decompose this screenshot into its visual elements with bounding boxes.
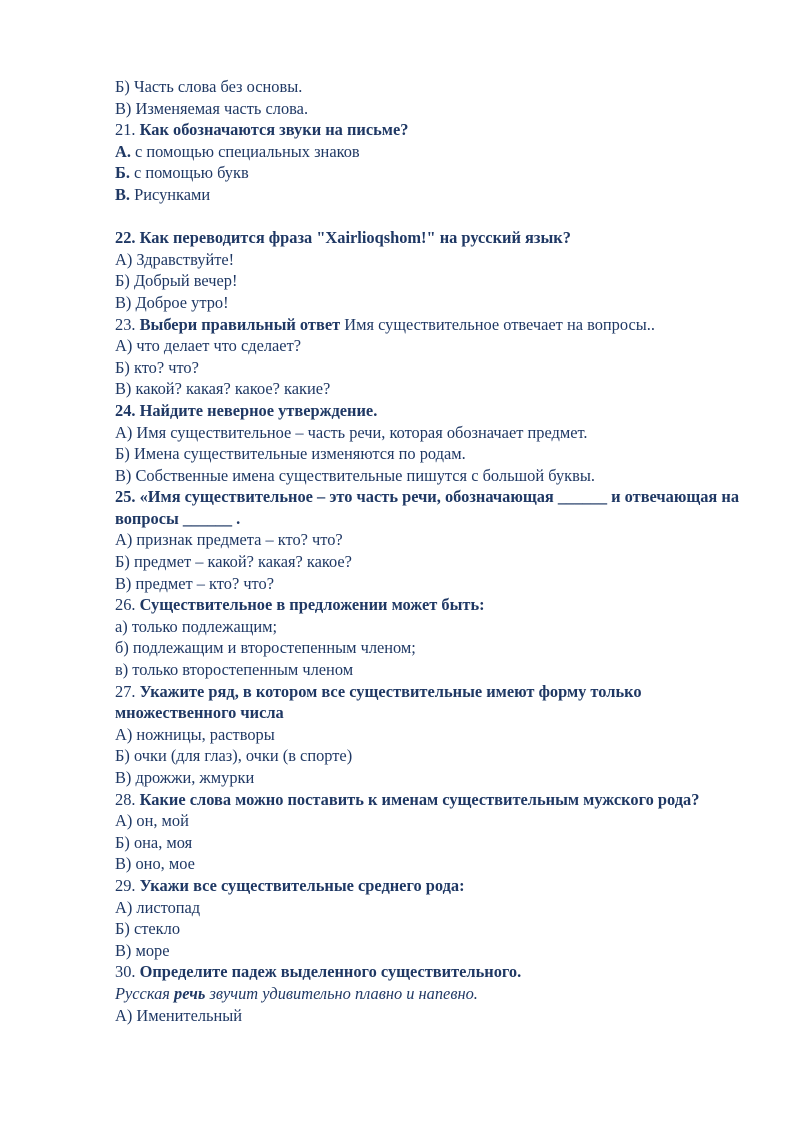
- text-run: В) Собственные имена существительные пишутся с большой буквы.: [115, 465, 595, 485]
- text-line: [115, 875, 755, 897]
- text-line: [115, 724, 755, 746]
- text-run: Б) предмет – какой? какая? какое?: [115, 552, 352, 572]
- text-run: Б) Часть слова без основы.: [115, 77, 303, 96]
- text-run: Б) кто? что?: [115, 357, 199, 377]
- text-run: Какие слова можно поставить к именам существительным мужского рода?: [135, 789, 700, 809]
- text-line: [115, 616, 755, 638]
- text-line: [115, 76, 755, 98]
- text-line: [115, 551, 755, 573]
- text-line: [115, 119, 755, 141]
- text-run: Б) Добрый вечер!: [115, 271, 238, 291]
- text-run: 26.: [115, 595, 136, 615]
- text-run: А) ножницы, растворы: [115, 724, 275, 744]
- text-run: с помощью специальных знаков: [130, 141, 360, 161]
- text-line: [115, 465, 755, 487]
- text-run: 29.: [115, 875, 136, 895]
- text-line: [115, 1005, 755, 1027]
- text-run: 22. Как переводится фраза "Xairlioqshom!" на русский язык?: [115, 228, 571, 248]
- text-run: речь: [174, 983, 206, 1003]
- text-run: Б) она, моя: [115, 832, 193, 852]
- text-run: Б.: [115, 163, 130, 183]
- text-run: 27.: [115, 681, 136, 701]
- text-line: [115, 789, 755, 811]
- text-run: В.: [115, 184, 131, 204]
- text-run: Б) стекло: [115, 919, 181, 939]
- text-line: [115, 573, 755, 595]
- text-line: [115, 270, 755, 292]
- text-line: [115, 335, 755, 357]
- text-run: 25. «Имя существительное – это часть речи, обозначающая ______ и отвечающая на вопросы ______ .: [115, 487, 740, 528]
- text-line: [115, 594, 755, 616]
- text-line: [115, 249, 755, 271]
- text-run: В) дрожжи, жмурки: [115, 768, 255, 787]
- text-run: В) море: [115, 940, 170, 960]
- text-line: [115, 141, 755, 163]
- text-run: с помощью букв: [129, 163, 249, 183]
- text-run: б) подлежащим и второстепенным членом;: [115, 638, 416, 658]
- text-line: [115, 767, 755, 789]
- text-run: В) Изменяемая часть слова.: [115, 98, 309, 118]
- text-line: [115, 832, 755, 854]
- text-line: [115, 810, 755, 832]
- text-line: [115, 314, 755, 336]
- text-line: [115, 443, 755, 465]
- text-line: [115, 292, 755, 314]
- text-run: Укажите ряд, в котором все существительные имеют форму только множественного числа: [115, 681, 642, 723]
- text-run: Выбери правильный ответ: [135, 314, 341, 334]
- text-line: [115, 897, 755, 919]
- text-line: [115, 400, 755, 422]
- text-run: А) что делает что сделает?: [115, 336, 302, 356]
- text-run: 21.: [115, 120, 136, 140]
- text-line: [115, 162, 755, 184]
- text-run: 28.: [115, 789, 136, 809]
- text-line: [115, 184, 755, 206]
- text-run: А) Здравствуйте!: [115, 249, 235, 269]
- text-run: В) оно, мое: [115, 854, 195, 874]
- text-run: Б) Имена существительные изменяются по родам.: [115, 444, 466, 464]
- text-line: [115, 529, 755, 551]
- document-text: [115, 76, 755, 1026]
- text-run: Существительное в предложении может быть:: [135, 595, 485, 615]
- text-line: [115, 745, 755, 767]
- text-run: Б) очки (для глаз), очки (в спорте): [115, 746, 353, 766]
- text-run: Рисунками: [130, 184, 211, 204]
- text-run: Имя существительное отвечает на вопросы..: [340, 314, 655, 334]
- text-run: 30.: [115, 962, 136, 982]
- text-line: [115, 853, 755, 875]
- text-run: В) какой? какая? какое? какие?: [115, 379, 331, 399]
- text-run: А.: [115, 141, 131, 161]
- text-line: [115, 961, 755, 983]
- text-run: звучит удивительно плавно и напевно.: [205, 983, 478, 1003]
- text-run: Укажи все существительные среднего рода:: [135, 875, 465, 895]
- blank-line: [115, 206, 755, 228]
- text-line: [115, 486, 755, 529]
- text-line: [115, 98, 755, 120]
- text-run: А) Имя существительное – часть речи, которая обозначает предмет.: [115, 422, 588, 442]
- text-run: А) признак предмета – кто? что?: [115, 530, 343, 550]
- text-run: Русская: [115, 983, 175, 1003]
- text-run: 24. Найдите неверное утверждение.: [115, 400, 378, 420]
- text-line: [115, 659, 755, 681]
- text-line: [115, 422, 755, 444]
- text-line: [115, 681, 755, 724]
- text-run: 23.: [115, 314, 136, 334]
- text-run: В) предмет – кто? что?: [115, 573, 274, 593]
- text-run: А) листопад: [115, 897, 201, 917]
- text-run: Определите падеж выделенного существительного.: [135, 962, 522, 982]
- text-line: [115, 918, 755, 940]
- text-run: В) Доброе утро!: [115, 292, 229, 312]
- text-run: А) Именительный: [115, 1005, 243, 1025]
- text-run: А) он, мой: [115, 811, 189, 831]
- text-run: в) только второстепенным членом: [115, 660, 354, 680]
- text-line: [115, 378, 755, 400]
- text-line: [115, 357, 755, 379]
- text-line: [115, 227, 755, 249]
- text-line: [115, 983, 755, 1005]
- text-line: [115, 940, 755, 962]
- text-line: [115, 637, 755, 659]
- text-run: а) только подлежащим;: [115, 616, 278, 636]
- text-run: Как обозначаются звуки на письме?: [135, 120, 409, 140]
